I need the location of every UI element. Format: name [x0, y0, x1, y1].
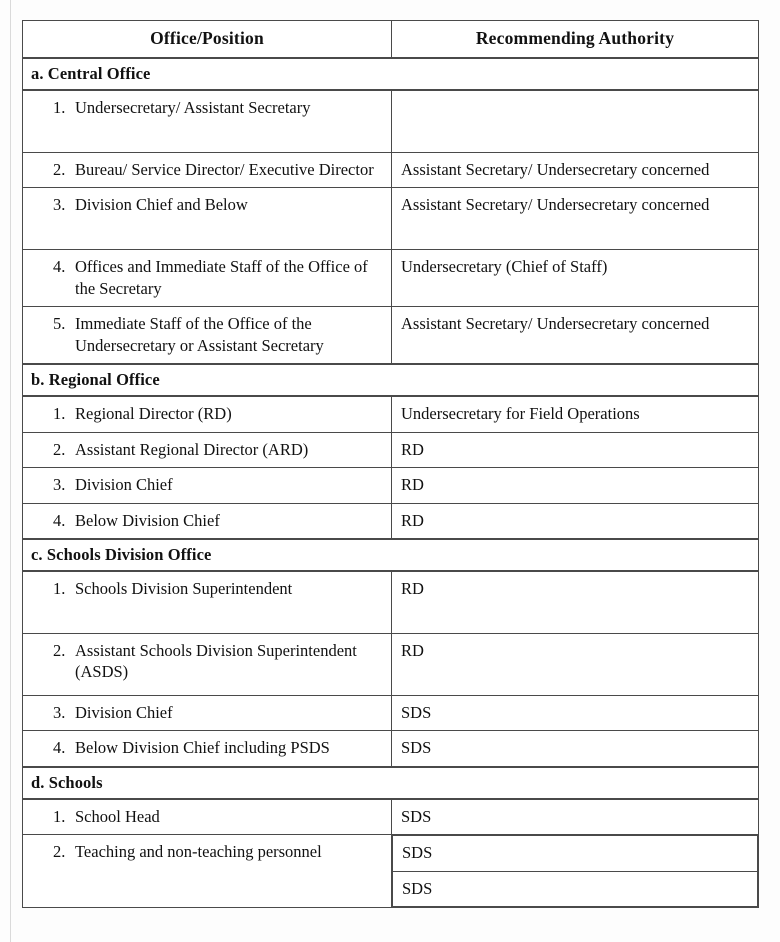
section-header-row	[23, 539, 759, 571]
table-row	[23, 468, 759, 503]
office-position-cell	[23, 571, 392, 634]
item-number: 2.	[53, 439, 66, 459]
item-label: Immediate Staff of the Office of the Undersecretary or Assistant Secretary	[75, 314, 324, 355]
recommending-authority-cell: RD	[392, 432, 759, 467]
office-position-cell	[23, 468, 392, 503]
numbered-item	[31, 194, 383, 215]
office-position-cell	[23, 188, 392, 250]
table-row	[23, 250, 759, 307]
table-row	[23, 835, 759, 908]
recommending-authority-cell: SDS	[392, 799, 759, 835]
item-number: 4.	[53, 510, 66, 530]
numbered-item	[31, 578, 383, 599]
office-position-cell	[23, 153, 392, 188]
section-heading-schools-division-office: c. Schools Division Office	[23, 539, 759, 571]
item-number: 4.	[53, 738, 66, 758]
table-row	[23, 307, 759, 364]
section-header-row	[23, 58, 759, 90]
item-label: Schools Division Superintendent	[75, 578, 293, 598]
recommending-authority-cell	[392, 90, 759, 153]
column-header-recommending-authority: Recommending Authority	[392, 21, 759, 59]
item-number: 1.	[53, 578, 66, 598]
office-position-cell	[23, 90, 392, 153]
split-subrow	[393, 836, 758, 871]
numbered-item	[31, 159, 383, 180]
table-row	[23, 799, 759, 835]
recommending-authority-cell: Undersecretary for Field Operations	[392, 396, 759, 432]
numbered-item	[31, 439, 383, 460]
table-row	[23, 571, 759, 634]
item-label: Division Chief and Below	[75, 195, 248, 215]
item-label: Regional Director (RD)	[75, 404, 232, 424]
recommending-authority-subcell: SDS	[393, 871, 758, 906]
table-row	[23, 153, 759, 188]
item-label: Undersecretary/ Assistant Secretary	[75, 98, 311, 117]
office-position-cell	[23, 503, 392, 539]
numbered-item	[31, 841, 383, 862]
recommending-authority-cell: SDS	[392, 695, 759, 730]
numbered-item	[31, 313, 383, 356]
item-number: 4.	[53, 257, 66, 277]
recommending-authority-cell: SDS	[392, 731, 759, 767]
numbered-item	[31, 510, 383, 531]
item-number: 1.	[53, 98, 66, 117]
recommending-authority-cell: Assistant Secretary/ Undersecretary concerned	[392, 307, 759, 364]
numbered-item	[31, 403, 383, 424]
recommending-authority-cell: Undersecretary (Chief of Staff)	[392, 250, 759, 307]
table-header-row	[23, 21, 759, 59]
item-label: Assistant Regional Director (ARD)	[75, 439, 309, 459]
office-position-cell	[23, 695, 392, 730]
recommending-authority-split-cell	[392, 835, 759, 908]
recommending-authority-cell: RD	[392, 633, 759, 695]
item-label: Bureau/ Service Director/ Executive Director	[75, 160, 374, 179]
split-subrow	[393, 871, 758, 906]
section-heading-central-office: a. Central Office	[23, 58, 759, 90]
office-position-cell	[23, 307, 392, 364]
item-label: Below Division Chief	[75, 510, 220, 530]
numbered-item	[31, 737, 383, 758]
table-row	[23, 188, 759, 250]
item-number: 3.	[53, 195, 66, 215]
item-number: 1.	[53, 404, 66, 424]
office-position-recommending-authority-table	[22, 20, 759, 908]
item-label: Division Chief	[75, 475, 173, 495]
table-row	[23, 633, 759, 695]
item-label: Division Chief	[75, 702, 173, 722]
item-number: 3.	[53, 702, 66, 722]
section-header-row	[23, 767, 759, 799]
item-label: Teaching and non-teaching personnel	[75, 842, 322, 862]
scan-edge-artifact	[10, 0, 11, 942]
office-position-cell	[23, 633, 392, 695]
numbered-item	[31, 256, 383, 299]
numbered-item	[31, 806, 383, 827]
item-label: Below Division Chief including PSDS	[75, 738, 330, 758]
item-number: 2.	[53, 160, 66, 179]
item-label: School Head	[75, 806, 160, 826]
item-label: Assistant Schools Division Superintendent (ASDS)	[75, 640, 357, 682]
item-number: 1.	[53, 806, 66, 826]
numbered-item	[31, 474, 383, 495]
office-position-cell	[23, 250, 392, 307]
table-row	[23, 695, 759, 730]
section-header-row	[23, 364, 759, 396]
section-heading-schools: d. Schools	[23, 767, 759, 799]
recommending-authority-cell: RD	[392, 503, 759, 539]
item-number: 3.	[53, 475, 66, 495]
recommending-authority-cell: RD	[392, 571, 759, 634]
item-number: 2.	[53, 842, 66, 862]
section-heading-regional-office: b. Regional Office	[23, 364, 759, 396]
office-position-cell	[23, 835, 392, 908]
split-authority-subtable	[392, 835, 758, 907]
item-label: Offices and Immediate Staff of the Office of the Secretary	[75, 257, 368, 298]
office-position-cell	[23, 396, 392, 432]
item-number: 5.	[53, 314, 66, 334]
table-row	[23, 90, 759, 153]
office-position-cell	[23, 731, 392, 767]
office-position-cell	[23, 799, 392, 835]
numbered-item	[31, 97, 383, 118]
table-row	[23, 503, 759, 539]
recommending-authority-subcell: SDS	[393, 836, 758, 871]
column-header-office-position: Office/Position	[23, 21, 392, 59]
table-row	[23, 396, 759, 432]
item-number: 2.	[53, 640, 66, 660]
table-row	[23, 432, 759, 467]
recommending-authority-cell: RD	[392, 468, 759, 503]
numbered-item	[31, 702, 383, 723]
recommending-authority-cell: Assistant Secretary/ Undersecretary concerned	[392, 188, 759, 250]
office-position-cell	[23, 432, 392, 467]
table-row	[23, 731, 759, 767]
recommending-authority-cell: Assistant Secretary/ Undersecretary concerned	[392, 153, 759, 188]
numbered-item	[31, 640, 383, 683]
